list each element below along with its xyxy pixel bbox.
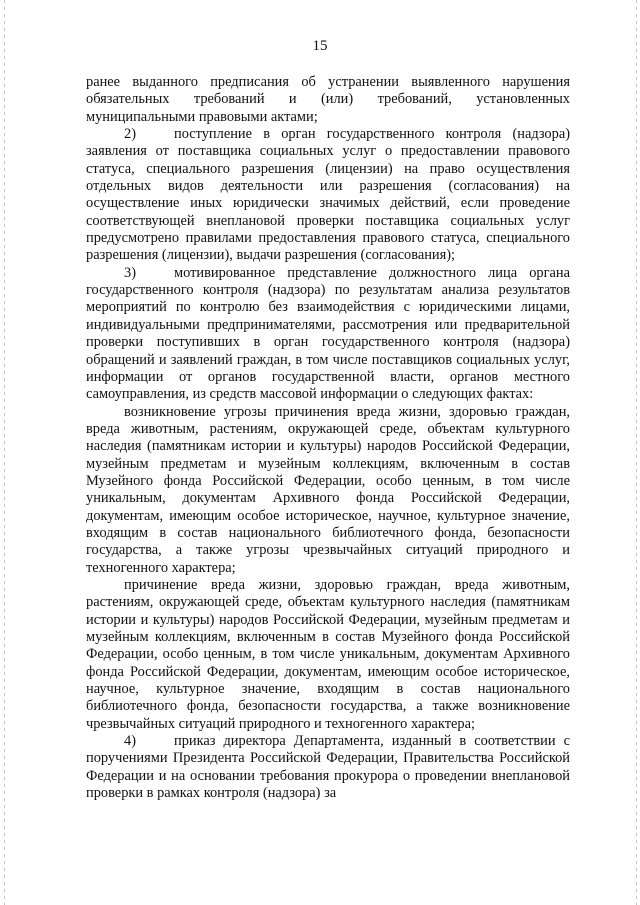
item-number: 4) — [124, 733, 136, 750]
paragraph-text: причинение вреда жизни, здоровью граждан, вреда животным, растениям, окружающей среде, объектам культурного наследия (памятникам истории и культуры) народов Российской Федерации, музейным предметам и музейным коллекциям, включенным в состав Музейного фонда Российской Федерации, особо ценным, в том числе уникальным, документам Архивного фонда Российской Федерации, документам, имеющим особое историческое, научное, культурное значение, входящим в состав национального библиотечного фонда, безопасности государства, а также возникновение чрезвычайных ситуаций природного и техногенного характера; — [86, 576, 570, 732]
paragraph-text: ранее выданного предписания об устранении выявленного нарушения обязательных требований и (или) требований, установленных муниципальными правовыми актами; — [86, 74, 570, 125]
paragraph-text: поступление в орган государственного контроля (надзора) заявления от поставщика социальных услуг о предоставлении правового статуса, специального разрешения (лицензии) на право осуществления отдельных видов деятельности или разрешения (согласования) на осуществление иных юридически значимых действий, если проведение соответствующей внеплановой проверки поставщика социальных услуг предусмотрено правилами предоставления правового статуса, специального разрешения (лицензии), выдачи разрешения (согласования); — [86, 126, 570, 264]
scan-edge-left — [4, 0, 5, 905]
page-number: 15 — [312, 38, 328, 54]
item-number: 2) — [124, 126, 136, 143]
paragraph-text: приказ директора Департамента, изданный в соответствии с поручениями Президента Российской Федерации, Правительства Российской Федерации и на основании требования прокурора о проведении внеплановой проверки в рамках контроля (надзора) за — [86, 733, 570, 802]
paragraph-item-4 — [86, 733, 570, 802]
paragraph-text: возникновение угрозы причинения вреда жизни, здоровью граждан, вреда животным, растениям, окружающей среде, объектам культурного наследия (памятникам истории и культуры) народов Российской Федерации, музейным предметам и музейным коллекциям, включенным в состав Музейного фонда Российской Федерации, особо ценным, в том числе уникальным, документам Архивного фонда Российской Федерации, документам, имеющим особое историческое, научное, культурное значение, входящим в состав национального библиотечного фонда, безопасности государства, а также угрозы чрезвычайных ситуаций природного и техногенного характера; — [86, 403, 570, 576]
item-number: 3) — [124, 264, 136, 281]
paragraph-harm — [86, 577, 570, 733]
paragraph-text: мотивированное представление должностного лица органа государственного контроля (надзора) по результатам анализа результатов мероприятий по контролю без взаимодействия с юридическими лицами, индивидуальными предпринимателями, рассмотрения или предварительной проверки поступивших в орган государственного контроля (надзора) обращений и заявлений граждан, в том числе поставщиков социальных услуг, информации от органов государственной власти, органов местного самоуправления, из средств массовой информации о следующих фактах: — [86, 264, 570, 403]
scan-edge-right — [636, 0, 637, 905]
paragraph-continuation — [86, 74, 570, 126]
paragraph-item-2 — [86, 126, 570, 265]
paragraph-item-3 — [86, 265, 570, 404]
paragraph-threat — [86, 404, 570, 577]
body-text — [86, 74, 570, 802]
